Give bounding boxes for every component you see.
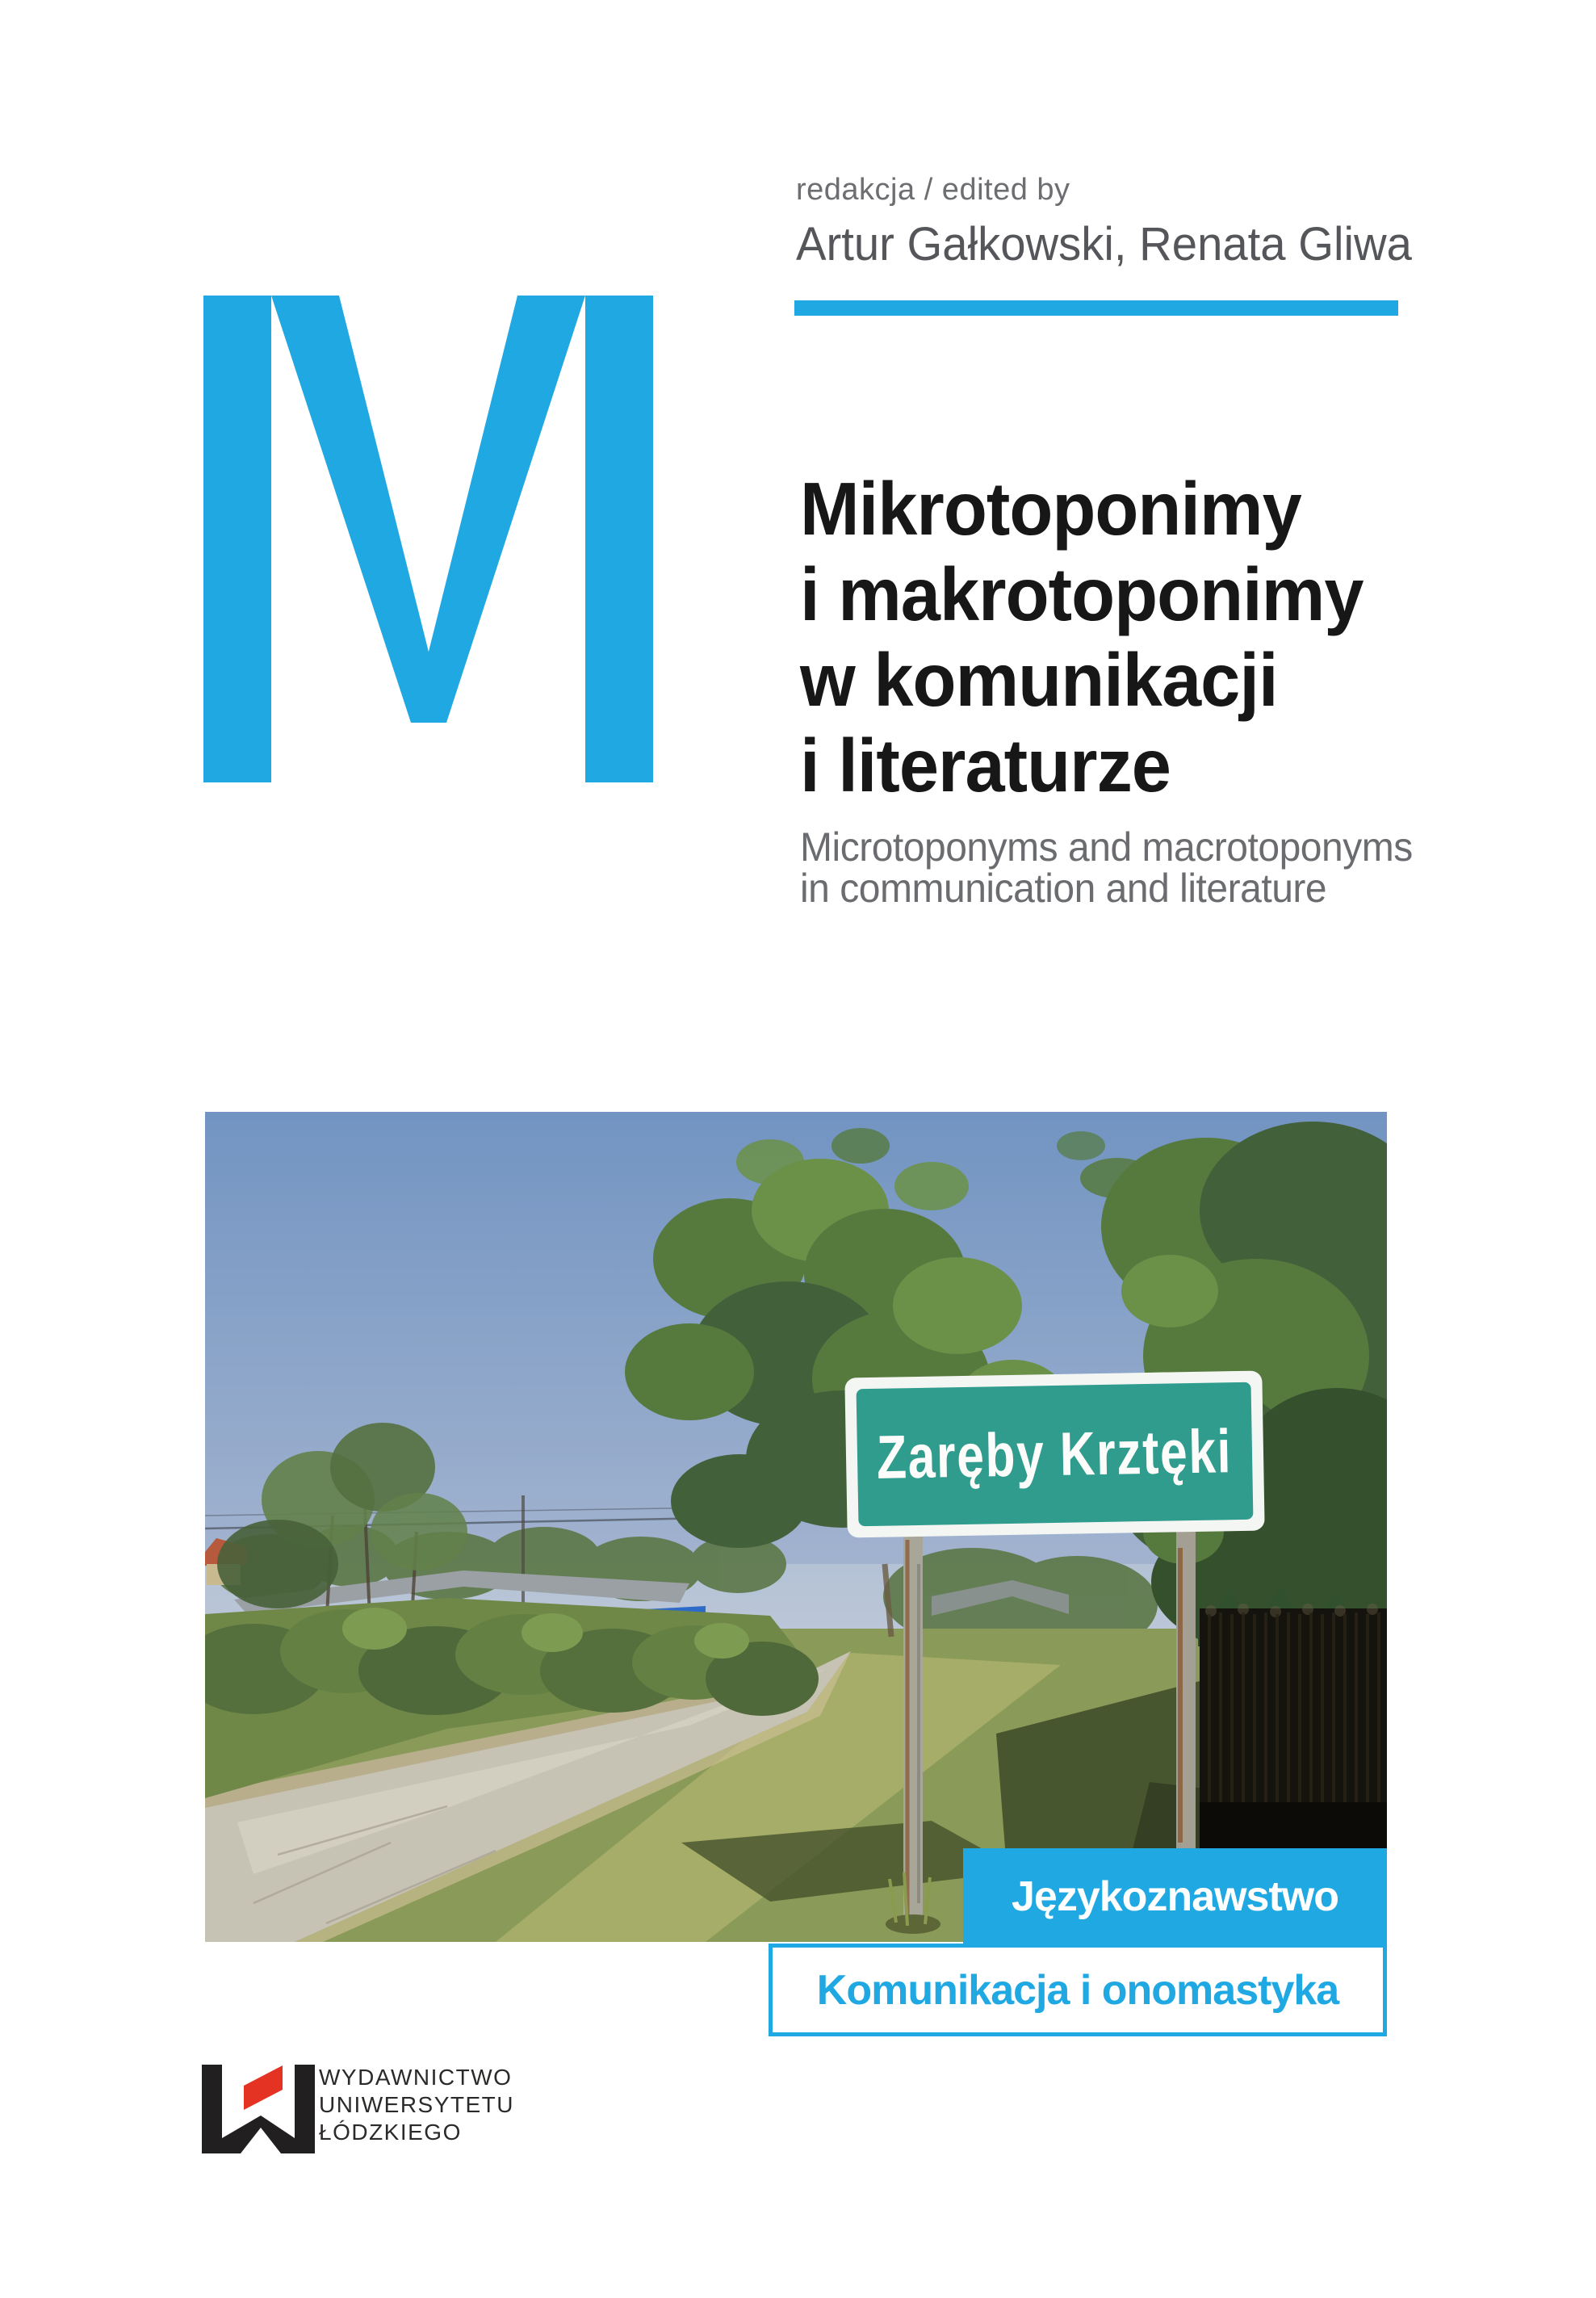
editors-names: Artur Gałkowski, Renata Gliwa <box>796 218 1412 270</box>
publisher-name-line: WYDAWNICTWO <box>319 2065 513 2090</box>
distant-pole <box>522 1495 525 1621</box>
book-title <box>800 466 1364 808</box>
series-banner <box>963 1848 1387 1944</box>
subseries-label: Komunikacja i onomastyka <box>816 1966 1339 2014</box>
title-line: w komunikacji <box>800 638 1278 722</box>
accent-rule <box>794 300 1398 316</box>
publisher-name <box>319 2064 514 2146</box>
wooden-fence <box>1200 1604 1387 1851</box>
title-line: i literaturze <box>800 723 1171 807</box>
cover-photo <box>205 1112 1387 1942</box>
publisher-name-line: UNIWERSYTETU <box>319 2092 514 2117</box>
edited-by-label: redakcja / edited by <box>796 173 1070 207</box>
title-line: Mikrotoponimy <box>800 467 1301 551</box>
road-sign-text: Zaręby Krztęki <box>876 1415 1323 1492</box>
initial-m-graphic <box>203 296 653 782</box>
road-sign <box>844 1370 1323 1537</box>
logo-red-flag <box>244 2065 283 2110</box>
series-label: Językoznawstwo <box>1011 1872 1339 1920</box>
subseries-banner <box>769 1944 1387 2036</box>
publisher-logo <box>202 2065 315 2153</box>
subtitle-line: in communication and literature <box>800 866 1327 911</box>
book-subtitle <box>800 824 1413 911</box>
subtitle-line: Microtoponyms and macrotoponyms <box>800 824 1413 870</box>
publisher-name-line: ŁÓDZKIEGO <box>319 2120 462 2145</box>
title-line: i makrotoponimy <box>800 552 1364 636</box>
